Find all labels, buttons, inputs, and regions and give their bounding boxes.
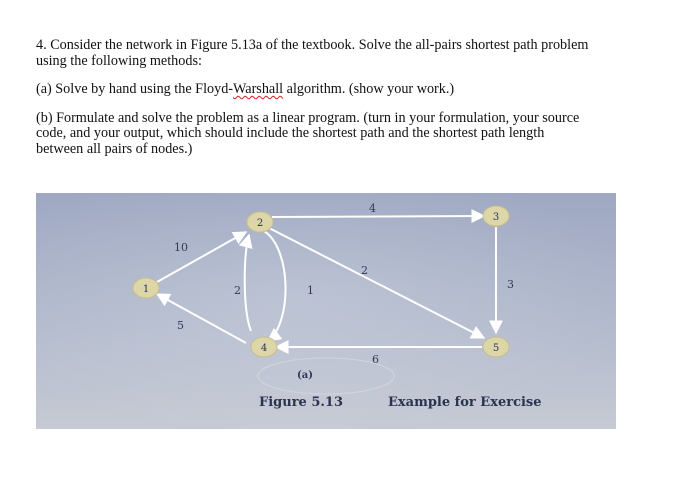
figure-photo	[36, 193, 616, 429]
part-b-line-1: (b) Formulate and solve the problem as a linear program. (turn in your formulation, your source	[36, 109, 580, 126]
node-2	[247, 212, 273, 232]
part-a-suffix: algorithm. (show your work.)	[283, 81, 455, 97]
part-b	[36, 111, 661, 158]
svg-text:4: 4	[260, 343, 268, 354]
part-b-line-2: code, and your output, which should include the shortest path and the shortest path length	[36, 125, 545, 141]
svg-text:1: 1	[142, 284, 150, 295]
svg-text:3: 3	[492, 212, 500, 223]
part-a	[36, 82, 661, 98]
edge-2-3	[272, 216, 484, 217]
question-line-2: using the following methods:	[36, 52, 202, 69]
node-4	[251, 337, 277, 357]
weight-4-2: 2	[234, 284, 241, 297]
figure-caption-text: Example for Exercise	[388, 395, 542, 410]
weight-2-3: 4	[369, 202, 376, 215]
svg-text:5: 5	[492, 343, 500, 354]
node-5	[483, 337, 509, 357]
node-1	[133, 278, 159, 298]
svg-text:2: 2	[256, 218, 264, 229]
spellcheck-word[interactable]: Warshall	[233, 81, 284, 97]
question-line-1: 4. Consider the network in Figure 5.13a of the textbook. Solve the all-pairs shortest path problem	[36, 37, 589, 53]
node-3	[483, 206, 509, 226]
weight-4-1: 5	[177, 319, 184, 332]
document-body	[36, 38, 661, 157]
weight-1-2: 10	[174, 241, 188, 254]
part-b-line-3: between all pairs of nodes.)	[36, 140, 193, 157]
part-a-prefix: (a) Solve by hand using the Floyd-	[36, 81, 234, 97]
weight-2-5: 2	[361, 264, 368, 277]
weight-2-4: 1	[307, 284, 314, 297]
figure-sub-label: (a)	[297, 370, 313, 381]
question-4	[36, 38, 661, 69]
weight-5-4: 6	[372, 353, 379, 366]
weight-3-5: 3	[507, 278, 514, 291]
figure-caption-number: Figure 5.13	[259, 395, 344, 410]
network-figure	[36, 193, 616, 429]
